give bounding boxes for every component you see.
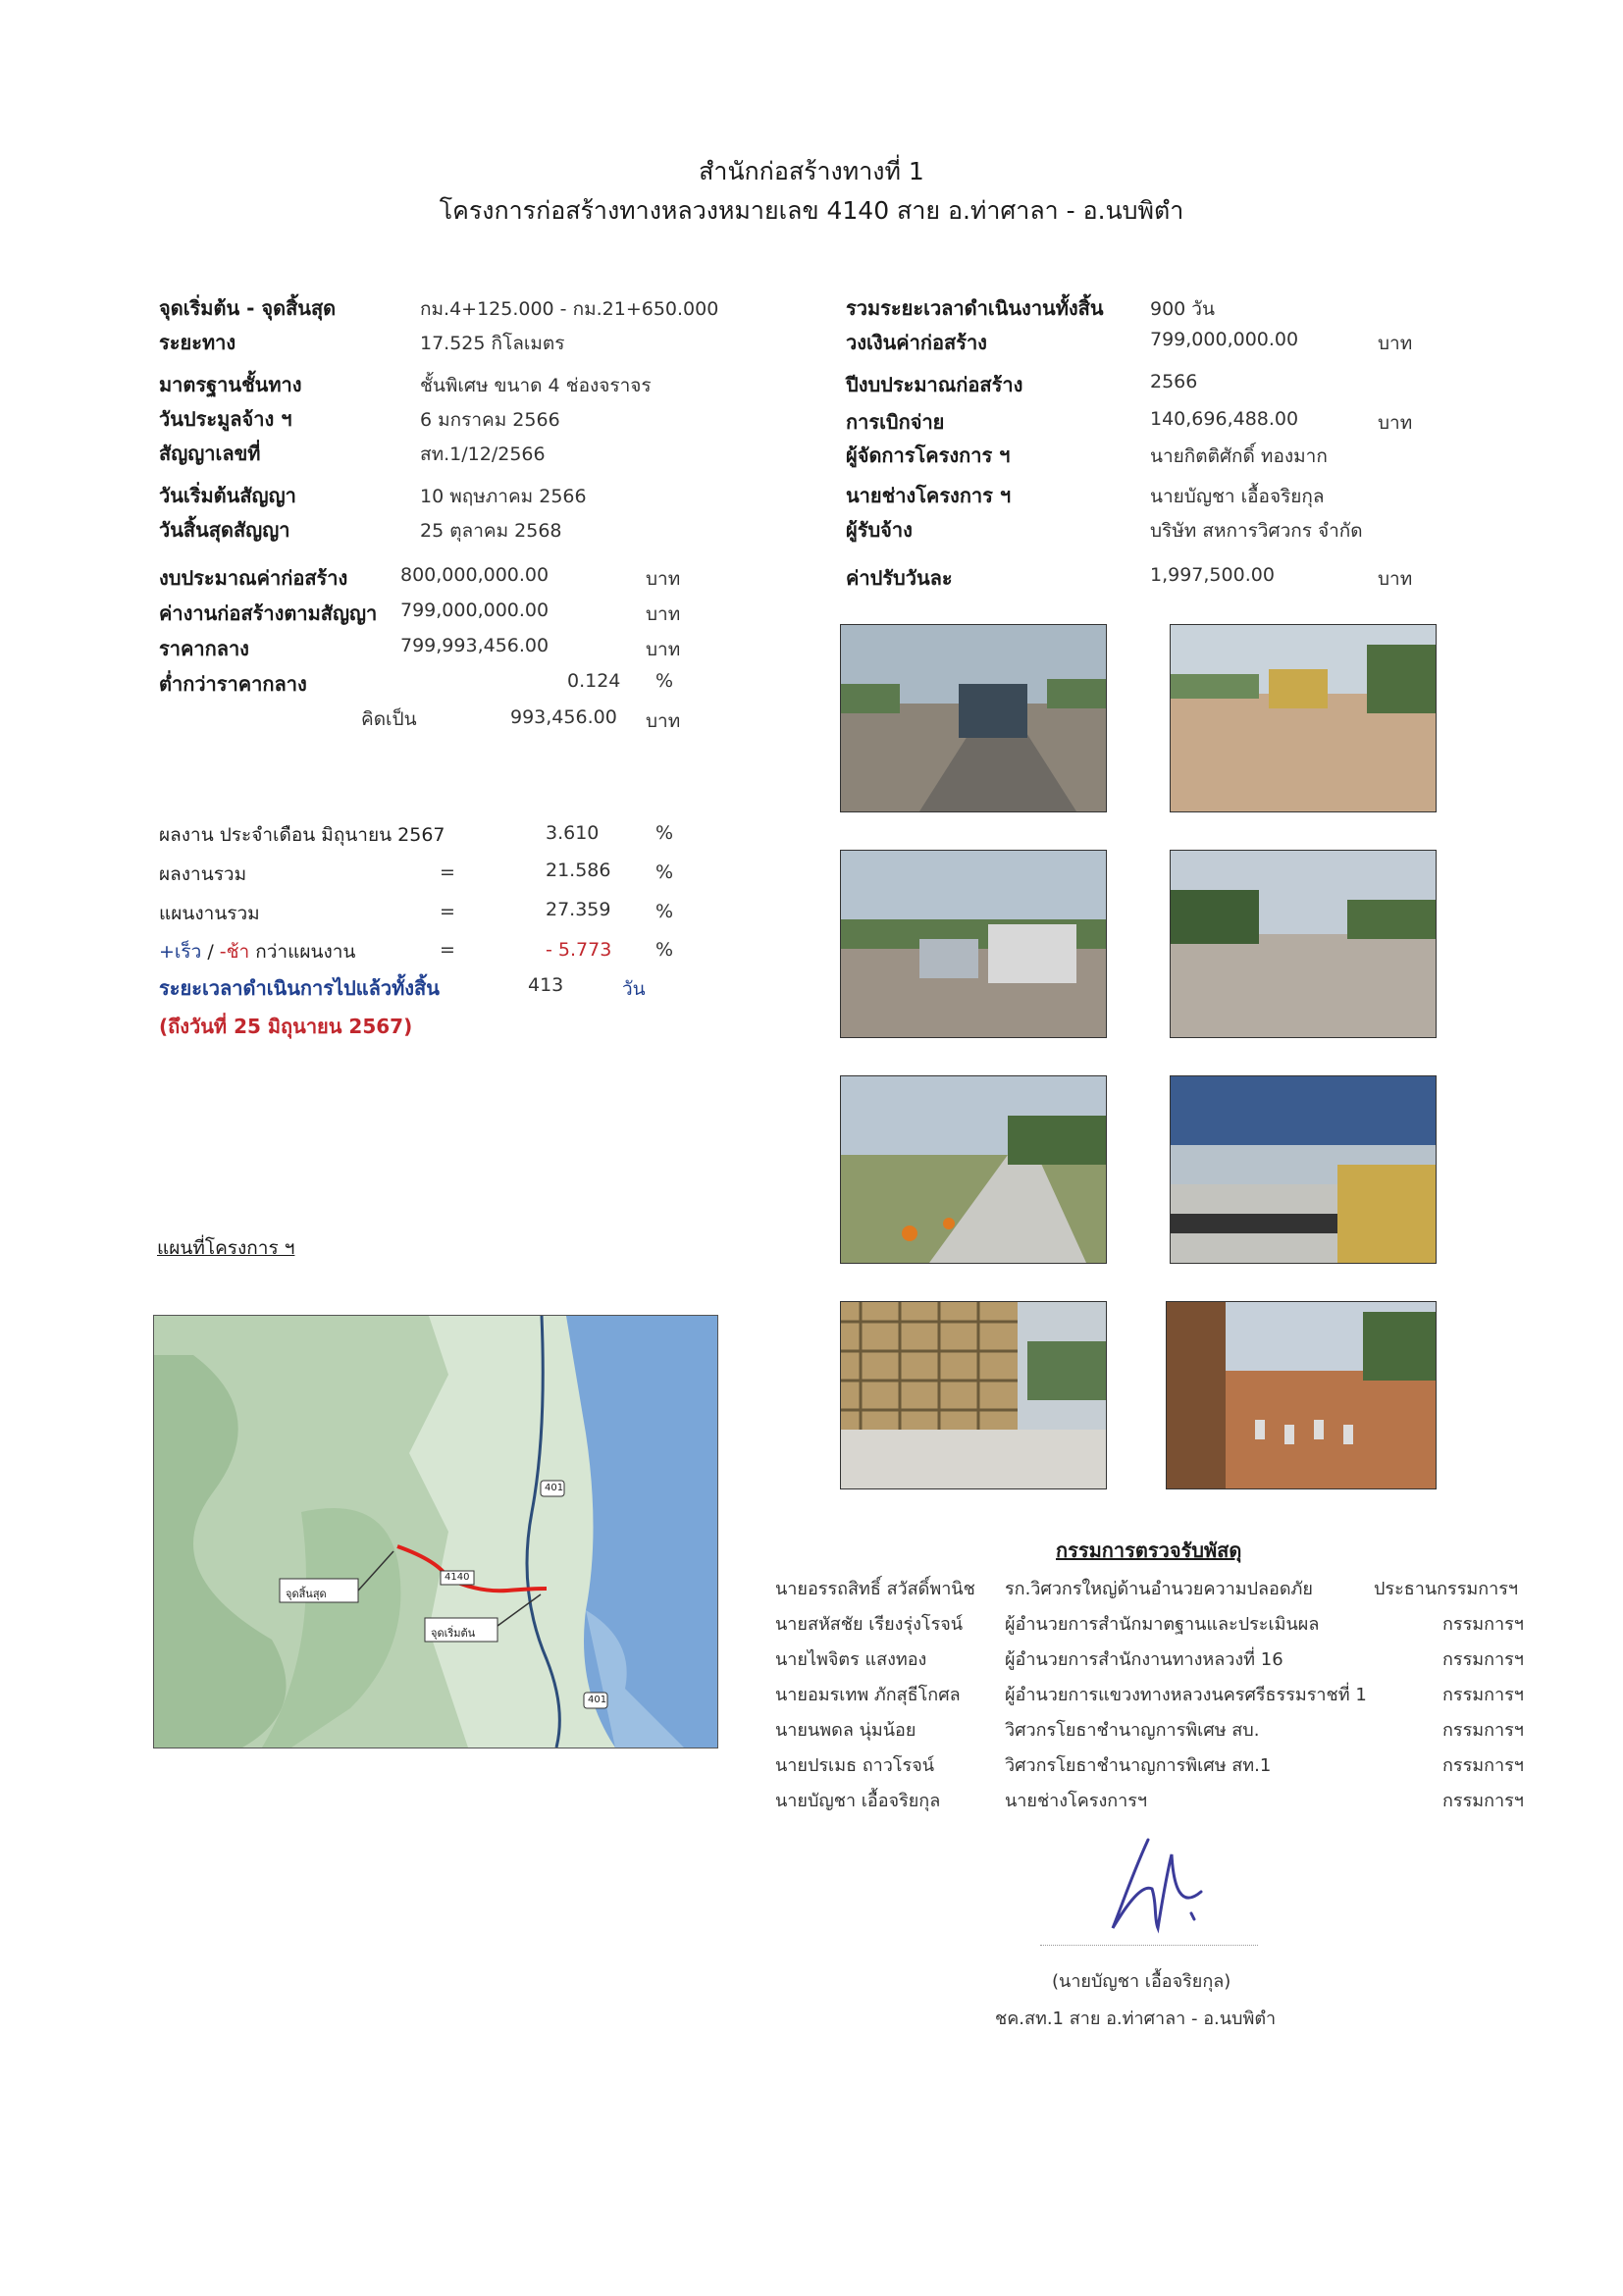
info-label-contractor: ผู้รับจ้าง <box>846 518 913 542</box>
progress-elapsed-label: ระยะเวลาดำเนินการไปแล้วทั้งสิ้น <box>159 976 440 1000</box>
signature-line <box>1040 1945 1258 1947</box>
photo-road-milling <box>840 624 1107 812</box>
header-office: สำนักก่อสร้างทางที่ 1 <box>699 157 924 185</box>
info-label-disbursement: การเบิกจ่าย <box>846 410 945 434</box>
budget-diff-unit: บาท <box>646 710 681 732</box>
header-project: โครงการก่อสร้างทางหลวงหมายเลข 4140 สาย อ.ท่าศาลา - อ.นบพิตำ <box>439 196 1184 225</box>
info-label-contract-amount: วงเงินค่าก่อสร้าง <box>846 331 987 354</box>
progress-total-label: ผลงานรวม <box>159 863 247 885</box>
info-value-standard: ชั้นพิเศษ ขนาด 4 ช่องจราจร <box>420 375 652 396</box>
budget-label-budget: งบประมาณค่าก่อสร้าง <box>159 566 348 590</box>
info-label-contract-no: สัญญาเลขที่ <box>159 442 261 465</box>
budget-value-budget: 800,000,000.00 <box>400 564 550 586</box>
signature-title: ชค.สท.1 สาย อ.ท่าศาลา - อ.นบพิตำ <box>995 2009 1277 2029</box>
budget-unit-contract-cost: บาท <box>646 603 681 625</box>
info-label-distance: ระยะทาง <box>159 331 236 354</box>
progress-diff-value: - 5.773 <box>546 939 612 961</box>
progress-diff-sep: / <box>201 941 220 963</box>
info-label-penalty: ค่าปรับวันละ <box>846 566 953 590</box>
committee-member-7-role: กรรมการฯ <box>1442 1791 1524 1811</box>
info-label-start-contract: วันเริ่มต้นสัญญา <box>159 484 296 507</box>
committee-member-1-role: ประธานกรรมการฯ <box>1374 1579 1519 1599</box>
info-value-start-contract: 10 พฤษภาคม 2566 <box>420 486 587 507</box>
budget-diff-label: คิดเป็น <box>361 708 417 730</box>
progress-monthly-unit: % <box>655 822 674 844</box>
committee-member-2-position: ผู้อำนวยการสำนักมาตฐานและประเมินผล <box>1005 1614 1320 1635</box>
info-unit-penalty: บาท <box>1378 568 1413 590</box>
info-value-contract-no: สท.1/12/2566 <box>420 444 546 465</box>
budget-unit-median-price: บาท <box>646 639 681 660</box>
progress-total-unit: % <box>655 861 674 883</box>
info-value-distance: 17.525 กิโลเมตร <box>420 333 565 354</box>
info-label-fiscal-year: ปีงบประมาณก่อสร้าง <box>846 373 1023 396</box>
committee-title: กรรมการตรวจรับพัสดุ <box>1056 1539 1242 1562</box>
info-unit-disbursement: บาท <box>1378 412 1413 434</box>
budget-label-below-median: ต่ำกว่าราคากลาง <box>159 672 307 696</box>
info-label-project-manager: ผู้จัดการโครงการ ฯ <box>846 444 1011 467</box>
progress-diff-fast: +เร็ว <box>159 941 202 963</box>
signature-name: (นายบัญชา เอื้อจริยกุล) <box>1052 1971 1231 1992</box>
progress-diff-slow: -ช้า <box>219 941 250 963</box>
committee-member-1-name: นายอรรถสิทธิ์ สวัสดิ์พานิช <box>775 1579 975 1599</box>
committee-member-4-position: ผู้อำนวยการแขวงทางหลวงนครศรีธรรมราชที่ 1 <box>1005 1685 1367 1705</box>
progress-diff-label <box>159 937 355 966</box>
info-value-contract-amount: 799,000,000.00 <box>1150 329 1299 350</box>
photo-road-surface <box>1170 850 1437 1038</box>
budget-diff-value: 993,456.00 <box>510 706 617 728</box>
info-value-project-engineer: นายบัญชา เอื้อจริยกุล <box>1150 486 1325 507</box>
progress-plan-value: 27.359 <box>546 899 611 920</box>
budget-label-median-price: ราคากลาง <box>159 637 249 660</box>
budget-value-median-price: 799,993,456.00 <box>400 635 550 656</box>
progress-diff-eq: = <box>440 939 455 961</box>
progress-as-of: (ถึงวันที่ 25 มิถุนายน 2567) <box>159 1015 413 1038</box>
info-value-total-duration: 900 วัน <box>1150 298 1215 320</box>
photo-bridge-formwork <box>840 1301 1107 1489</box>
committee-member-4-name: นายอมรเทพ ภักสุธีโกศล <box>775 1685 961 1705</box>
committee-member-3-role: กรรมการฯ <box>1442 1649 1524 1670</box>
committee-member-5-position: วิศวกรโยธาชำนาญการพิเศษ สบ. <box>1005 1720 1260 1741</box>
budget-label-contract-cost: ค่างานก่อสร้างตามสัญญา <box>159 601 378 625</box>
committee-member-5-name: นายนพดล นุ่มน้อย <box>775 1720 916 1741</box>
progress-elapsed-unit: วัน <box>622 978 646 1000</box>
progress-plan-eq: = <box>440 901 455 922</box>
info-label-total-duration: รวมระยะเวลาดำเนินงานทั้งสิ้น <box>846 296 1104 320</box>
progress-diff-rest: กว่าแผนงาน <box>249 941 356 963</box>
progress-monthly-value: 3.610 <box>546 822 600 844</box>
photo-road-trucks <box>840 850 1107 1038</box>
info-label-standard: มาตรฐานชั้นทาง <box>159 373 302 396</box>
progress-monthly-label: ผลงาน ประจำเดือน มิถุนายน 2567 <box>159 824 445 846</box>
photo-bridge-piles <box>1166 1301 1437 1489</box>
info-value-disbursement: 140,696,488.00 <box>1150 408 1299 430</box>
photo-paver-machine <box>1170 1075 1437 1264</box>
budget-value-below-median: 0.124 <box>567 670 621 692</box>
photo-concrete-lane <box>840 1075 1107 1264</box>
budget-unit-below-median: % <box>655 670 674 692</box>
progress-total-value: 21.586 <box>546 860 611 881</box>
budget-value-contract-cost: 799,000,000.00 <box>400 600 550 621</box>
info-label-bid-date: วันประมูลจ้าง ฯ <box>159 407 292 431</box>
map-route-401-a: 401 <box>545 1483 564 1493</box>
committee-member-2-name: นายสหัสชัย เรียงรุ่งโรจน์ <box>775 1614 964 1635</box>
info-value-fiscal-year: 2566 <box>1150 371 1198 392</box>
info-value-bid-date: 6 มกราคม 2566 <box>420 409 560 431</box>
budget-unit-budget: บาท <box>646 568 681 590</box>
map-end-label: จุดสิ้นสุด <box>286 1588 327 1600</box>
info-value-end-contract: 25 ตุลาคม 2568 <box>420 520 562 542</box>
committee-member-5-role: กรรมการฯ <box>1442 1720 1524 1741</box>
info-value-project-manager: นายกิตติศักดิ์ ทองมาก <box>1150 445 1328 467</box>
progress-total-eq: = <box>440 861 455 883</box>
info-value-contractor: บริษัท สหการวิศวกร จำกัด <box>1150 520 1363 542</box>
committee-member-3-position: ผู้อำนวยการสำนักงานทางหลวงที่ 16 <box>1005 1649 1283 1670</box>
map-start-label: จุดเริ่มต้น <box>431 1627 476 1640</box>
committee-member-6-position: วิศวกรโยธาชำนาญการพิเศษ สท.1 <box>1005 1755 1272 1776</box>
committee-member-2-role: กรรมการฯ <box>1442 1614 1524 1635</box>
committee-member-7-name: นายบัญชา เอื้อจริยกุล <box>775 1791 941 1811</box>
handwritten-signature <box>1093 1835 1221 1943</box>
info-value-start-end: กม.4+125.000 - กม.21+650.000 <box>420 298 719 320</box>
photo-road-grader <box>1170 624 1437 812</box>
progress-diff-unit: % <box>655 939 674 961</box>
committee-member-3-name: นายไพจิตร แสงทอง <box>775 1649 927 1670</box>
info-label-end-contract: วันสิ้นสุดสัญญา <box>159 518 290 542</box>
committee-member-7-position: นายช่างโครงการฯ <box>1005 1791 1148 1811</box>
info-label-start-end: จุดเริ่มต้น - จุดสิ้นสุด <box>159 296 337 320</box>
info-unit-contract-amount: บาท <box>1378 333 1413 354</box>
progress-elapsed-value: 413 <box>528 974 564 996</box>
map-route-401-b: 401 <box>588 1695 607 1705</box>
map-title: แผนที่โครงการ ฯ <box>157 1237 295 1259</box>
info-label-project-engineer: นายช่างโครงการ ฯ <box>846 484 1012 507</box>
committee-member-1-position: รก.วิศวกรใหญ่ด้านอำนวยความปลอดภัย <box>1005 1579 1313 1599</box>
info-value-penalty: 1,997,500.00 <box>1150 564 1275 586</box>
committee-member-4-role: กรรมการฯ <box>1442 1685 1524 1705</box>
progress-plan-unit: % <box>655 901 674 922</box>
committee-member-6-name: นายปรเมธ ถาวโรจน์ <box>775 1755 935 1776</box>
progress-plan-label: แผนงานรวม <box>159 903 260 924</box>
map-route-4140: 4140 <box>445 1572 470 1583</box>
committee-member-6-role: กรรมการฯ <box>1442 1755 1524 1776</box>
project-map <box>153 1315 718 1748</box>
